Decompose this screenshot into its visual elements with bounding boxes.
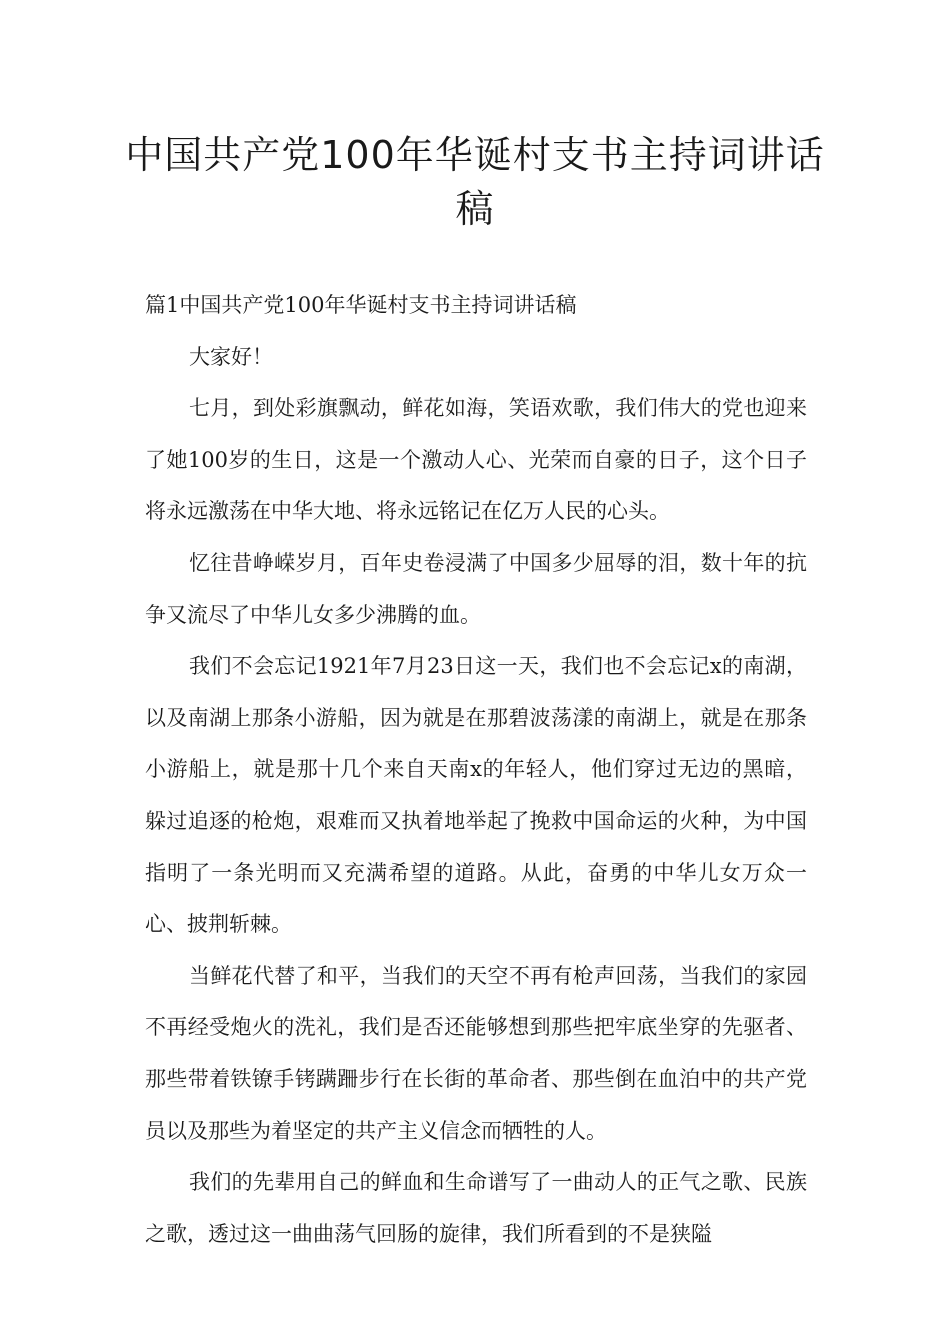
document-title: 中国共产党100年华诞村支书主持词讲话稿	[125, 133, 825, 231]
paragraph: 忆往昔峥嵘岁月，百年史卷浸满了中国多少屈辱的泪，数十年的抗争又流尽了中华儿女多少沸腾的血。	[145, 550, 807, 627]
paragraph: 我们的先辈用自己的鲜血和生命谱写了一曲动人的正气之歌、民族之歌，透过这一曲曲荡气回肠的旋律，我们所看到的不是狭隘	[145, 1170, 807, 1246]
paragraph: 七月，到处彩旗飘动，鲜花如海，笑语欢歌，我们伟大的党也迎来了她100岁的生日，这是一个激动人心、光荣而自豪的日子，这个日子将永远激荡在中华大地、将永远铭记在亿万人民的心头。	[145, 396, 807, 524]
paragraph-greeting: 大家好！	[189, 344, 273, 369]
paragraph: 当鲜花代替了和平，当我们的天空不再有枪声回荡，当我们的家园不再经受炮火的洗礼，我们是否还能够想到那些把牢底坐穿的先驱者、那些带着铁镣手铐蹒跚步行在长街的革命者、那些倒在血泊中的共产党员以及那些为着坚定的共产主义信念而牺牲的人。	[145, 963, 807, 1143]
section-heading: 篇1中国共产党100年华诞村支书主持词讲话稿	[145, 293, 577, 317]
document-body	[145, 280, 807, 1260]
paragraph: 我们不会忘记1921年7月23日这一天，我们也不会忘记x的南湖，以及南湖上那条小游船，因为就是在那碧波荡漾的南湖上，就是在那条小游船上，就是那十几个来自天南x的年轻人，他们穿过无边的黑暗，躲过追逐的枪炮，艰难而又执着地举起了挽救中国命运的火种，为中国指明了一条光明而又充满希望的道路。从此，奋勇的中华儿女万众一心、披荆斩棘。	[145, 654, 807, 937]
